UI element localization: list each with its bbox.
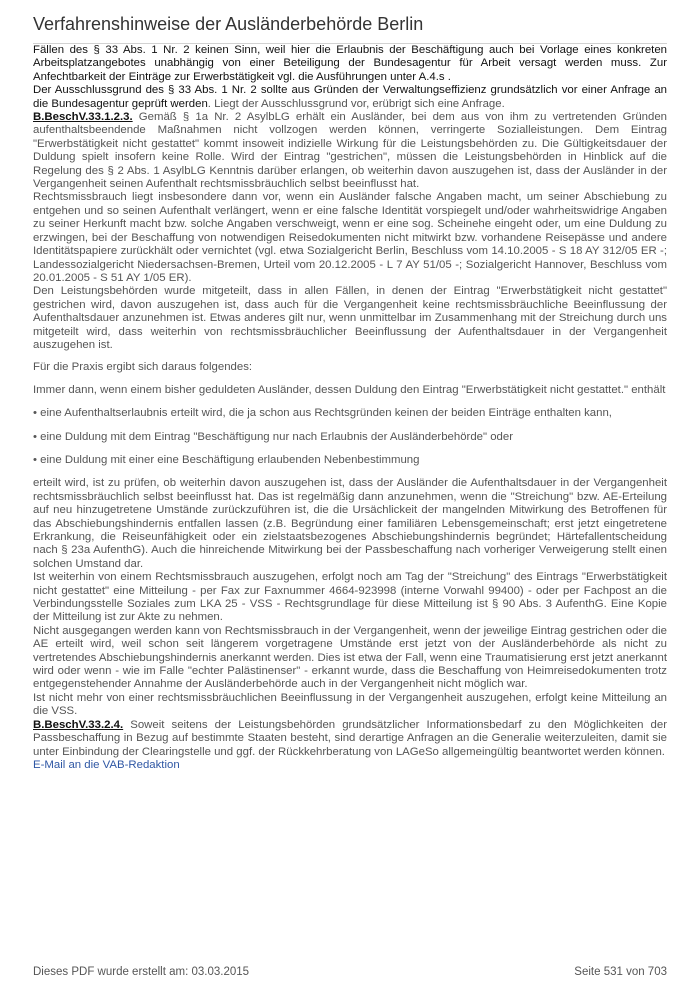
paragraph-praxis: Für die Praxis ergibt sich daraus folgendes: [33, 361, 253, 374]
paragraph-rechtsmissbrauch: Rechtsmissbrauch liegt insbesondere dann vor, wenn ein Ausländer falsche Angaben macht, um seiner Abschiebung zu entgehen und so seinen Aufenthalt verlängert, wenn er eine falsche Identität vorspiegelt und/oder wahrheitswidrige Angaben zu seiner Herkunft macht bzw. solche Angaben verschweigt, wenn er eine sog. Scheinehe eingeht oder, um eine Duldung zu erzwingen, bei der Beschaffung von notwendigen Reisedokumenten nicht mitwirkt bzw. vorhandene Reisepässe und andere Identitätspapiere zurückhält oder vernichtet (vgl. etwa Sozialgericht Berlin, Beschluss vom 14.10.2005 - S 18 AY 312/05 ER -; Landessozialgericht Niedersachsen-Bremen, Urteil vom 20.12.2005 - L 7 AY 51/05 -; Sozialgericht Hannover, Beschluss vom 20.01.2005 - S 51 AY 1/05 ER). [33, 191, 667, 284]
section-3324-paragraph [33, 719, 667, 759]
intro-exclusion-paragraph [33, 84, 667, 111]
intro-paragraph: Fällen des § 33 Abs. 1 Nr. 2 keinen Sinn, weil hier die Erlaubnis der Beschäftigung auch bei Vorlage eines konkreten Arbeitsplatzangebotes unabhängig von einer Beteiligung der Bundesagentur für Arbeit versagt werden muss. Zur Anfechtbarkeit der Einträge zur Erwerbstätigkeit vgl. die Ausführungen unter A.4.s . [33, 44, 667, 83]
section-ref-link[interactable]: B.BeschV.33.2.4. [33, 718, 124, 731]
paragraph-keine-mitteilung: Ist nicht mehr von einer rechtsmissbräuchlichen Beeinflussung in der Vergangenheit auszugehen, erfolgt keine Mitteilung an die VSS. [33, 691, 667, 718]
section-33123-paragraph [33, 111, 667, 191]
email-link[interactable]: E-Mail an die VAB-Redaktion [33, 758, 180, 771]
intro-exclusion-dark: Der Ausschlussgrund des § 33 Abs. 1 Nr. 2 sollte aus Gründen der Verwaltungseffizienz grundsätzlich vor einer Anfrage an die Bundesagentur geprüft werden [33, 84, 667, 110]
paragraph-mitteilung: Ist weiterhin von einem Rechtsmissbrauch auszugehen, erfolgt noch am Tag der "Streichung" des Eintrags "Erwerbstätigkeit nicht gestattet" eine Mitteilung - per Fax zur Faxnummer 4664-923998 (interne Vorwahl 99400) - oder per Fachpost an die Verbindungsstelle Soziales zum LKA 25 - VSS - Rechtsgrundlage für diese Mitteilung ist § 90 Abs. 3 AufenthG. Eine Kopie der Mitteilung ist zur Akte zu nehmen. [33, 571, 667, 624]
section-ref-link[interactable]: B.BeschV.33.1.2.3. [33, 111, 133, 124]
paragraph-nicht-ausgegangen: Nicht ausgegangen werden kann von Rechtsmissbrauch in der Vergangenheit, wenn der jeweilige Eintrag gestrichen oder die AE erteilt wird, weil schon seit längerem vorgetragene Umstände erst jetzt von der Ausländerbehörde als nicht zu vertretendes Abschiebungshindernis anerkannt werden. Dies ist etwa der Fall, wenn eine Traumatisierung erst jetzt anerkannt wird oder wenn - wie im Falle "echter Palästinenser" - erkannt wurde, dass die Beschaffung von Heimreisedokumenten trotz entgegenstehender Annahme der Ausländerbehörde auch in der Vergangenheit nicht möglich war. [33, 624, 667, 691]
bullet-duldung-nebenbestimmung: • eine Duldung mit einer eine Beschäftigung erlaubenden Nebenbestimmung [33, 453, 420, 466]
paragraph-leistungsbehoerden: Den Leistungsbehörden wurde mitgeteilt, dass in allen Fällen, in denen der Eintrag "Erwerbstätigkeit nicht gestattet" gestrichen wird, davon auszugehen ist, dass auch für die Vergangenheit keine rechtsmissbräuchliche Beeinflussung der Aufenthaltsdauer anzunehmen ist. Etwas anderes gilt nur, wenn unmittelbar im Zusammenhang mit der Streichung durch uns mitgeteilt wird, dass weiterhin von rechtsmissbräuchlicher Beeinflussung der Aufenthaltsdauer in der Vergangenheit auszugehen ist. [33, 285, 667, 351]
paragraph-immer-dann: Immer dann, wenn einem bisher geduldeten Ausländer, dessen Duldung den Eintrag "Erwerbstätigkeit nicht gestattet." enthält [33, 383, 666, 396]
bullet-aufenthaltserlaubnis: • eine Aufenthaltserlaubnis erteilt wird, die ja schon aus Rechtsgründen keinen der beiden Einträge enthalten kann, [33, 407, 612, 420]
page-title: Verfahrenshinweise der Ausländerbehörde Berlin [33, 14, 667, 44]
document-body [33, 44, 667, 772]
paragraph-pruefung: erteilt wird, ist zu prüfen, ob weiterhin davon auszugehen ist, dass der Ausländer die Aufenthaltsdauer in der Vergangenheit rechtsmissbräuchlich selbst beeinflusst hat. Das ist regelmäßig dann anzunehmen, wenn die "Streichung" bzw. AE-Erteilung auf neu hinzugetretene Umstände zurückzuführen ist, die die Ursächlickeit der mangelnden Mitwirkung des Betroffenen für das Abschiebungshindernis entfallen lassen (z.B. Begründung einer familiären Lebensgemeinschaft; erst jetzt eingetretene Erkrankung, die Reiseunfähigkeit oder ein zielstaatsbezogenes Abschiebungshindernis begründet; Härtefallentscheidung nach § 23a AufenthG). Auch die hinreichende Mitwirkung bei der Passbeschaffung nach vorheriger Verweigerung stellt einen solchen Umstand dar. [33, 477, 667, 570]
intro-exclusion-gray: . Liegt der Ausschlussgrund vor, erübrigt sich eine Anfrage. [207, 97, 505, 110]
bullet-duldung-eintrag: • eine Duldung mit dem Eintrag "Beschäftigung nur nach Erlaubnis der Ausländerbehörde" oder [33, 430, 514, 443]
section-33123-text: Gemäß § 1a Nr. 2 AsylbLG erhält ein Ausländer, bei dem aus von ihm zu vertretenden Gründen aufenthaltsbeendende Maßnahmen nicht vollzogen werden können, verringerte Sozialleistungen. Dem Eintrag "Erwerbstätigkeit nicht gestattet" kommt insoweit indizielle Wirkung für die Leistungsbehörden zu. Die Gültigkeitsdauer der Duldung spielt insofern keine Rolle. Wird der Eintrag "gestrichen", müssen die Leistungsbehörden in Hinblick auf die Regelung des § 2 Abs. 1 AsylbLG Kenntnis darüber erlangen, ob weiterhin davon auszugehen ist, dass der Ausländer in der Vergangenheit seinen Aufenthalt rechtsmissbräuchlich selbst beeinflusst hat. [33, 111, 667, 191]
section-3324-text: Soweit seitens der Leistungsbehörden grundsätzlicher Informationsbedarf zu den Möglichkeiten der Passbeschaffung in Bezug auf bestimmte Staaten besteht, sind derartige Anfragen an die Generalie weiterzuleiten, damit sie unter Einbindung der Clearingstelle und ggf. der Rückkehrberatung von LAGeSo allgemeingültig beantwortet werden können. [33, 718, 667, 758]
footer-page-number: Seite 531 von 703 [574, 966, 667, 978]
footer-created-date: Dieses PDF wurde erstellt am: 03.03.2015 [33, 966, 250, 978]
